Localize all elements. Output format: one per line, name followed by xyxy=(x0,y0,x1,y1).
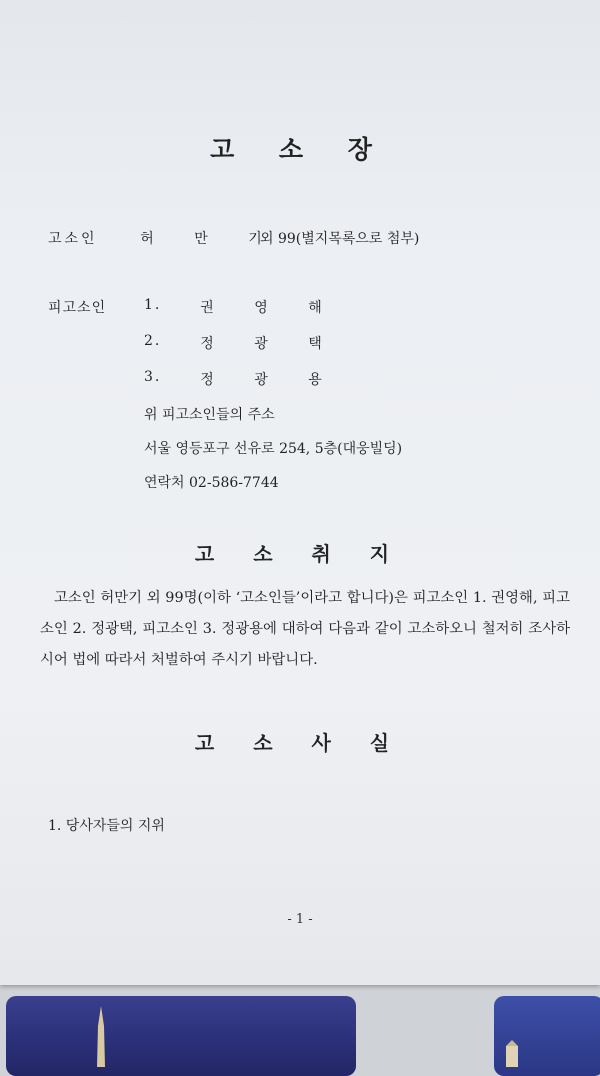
defendant-name-char: 해 xyxy=(308,300,322,316)
tower-image xyxy=(504,1040,520,1067)
defendant-name-char: 권 xyxy=(200,300,214,316)
defendants-address-label: 위 피고소인들의 주소 xyxy=(144,407,275,423)
defendant-name xyxy=(180,297,342,317)
defendant-name-char: 영 xyxy=(254,300,268,316)
defendant-name-char: 정 xyxy=(200,336,214,352)
complainant-name-char: 기 xyxy=(248,231,262,247)
complainant-name xyxy=(120,228,282,248)
purpose-paragraph: 고소인 허만기 외 99명(이하 ‘고소인들’이라고 합니다)은 피고소인 1. 권영해, 피고소인 2. 정광택, 피고소인 3. 정광용에 대하여 다음과 같이 고소하오니 철저히 조사하시어 법에 따라서 처벌하여 주시기 바랍니다. xyxy=(40,590,570,668)
defendant-name-char: 용 xyxy=(308,372,322,388)
spire-image xyxy=(96,1006,106,1067)
defendant-number: 2. xyxy=(144,333,162,349)
complainant-label: 고소인 xyxy=(48,231,98,247)
defendants-label: 피고소인 xyxy=(48,300,107,316)
facts-item-1: 1. 당사자들의 지위 xyxy=(48,818,165,834)
facts-heading: 고 소 사 실 xyxy=(194,731,406,755)
defendant-name-char: 택 xyxy=(308,336,322,352)
complainant-name-char: 허 xyxy=(140,231,154,247)
background-card-left xyxy=(6,996,356,1076)
defendant-name xyxy=(180,369,342,389)
purpose-heading: 고 소 취 지 xyxy=(194,542,406,566)
defendant-name-char: 정 xyxy=(200,372,214,388)
defendant-number: 1. xyxy=(144,297,162,313)
complainant-name-char: 만 xyxy=(194,231,208,247)
defendant-name xyxy=(180,333,342,353)
defendants-address: 서울 영등포구 선유로 254, 5층(대웅빌딩) xyxy=(144,441,403,457)
defendant-number: 3. xyxy=(144,369,162,385)
document-title: 고 소 장 xyxy=(210,135,390,164)
defendants-contact: 연락처 02-586-7744 xyxy=(144,475,279,491)
defendant-name-char: 광 xyxy=(254,372,268,388)
complainant-extra: 외 99(별지목록으로 첨부) xyxy=(260,231,420,247)
page-number: - 1 - xyxy=(287,912,313,927)
defendant-name-char: 광 xyxy=(254,336,268,352)
